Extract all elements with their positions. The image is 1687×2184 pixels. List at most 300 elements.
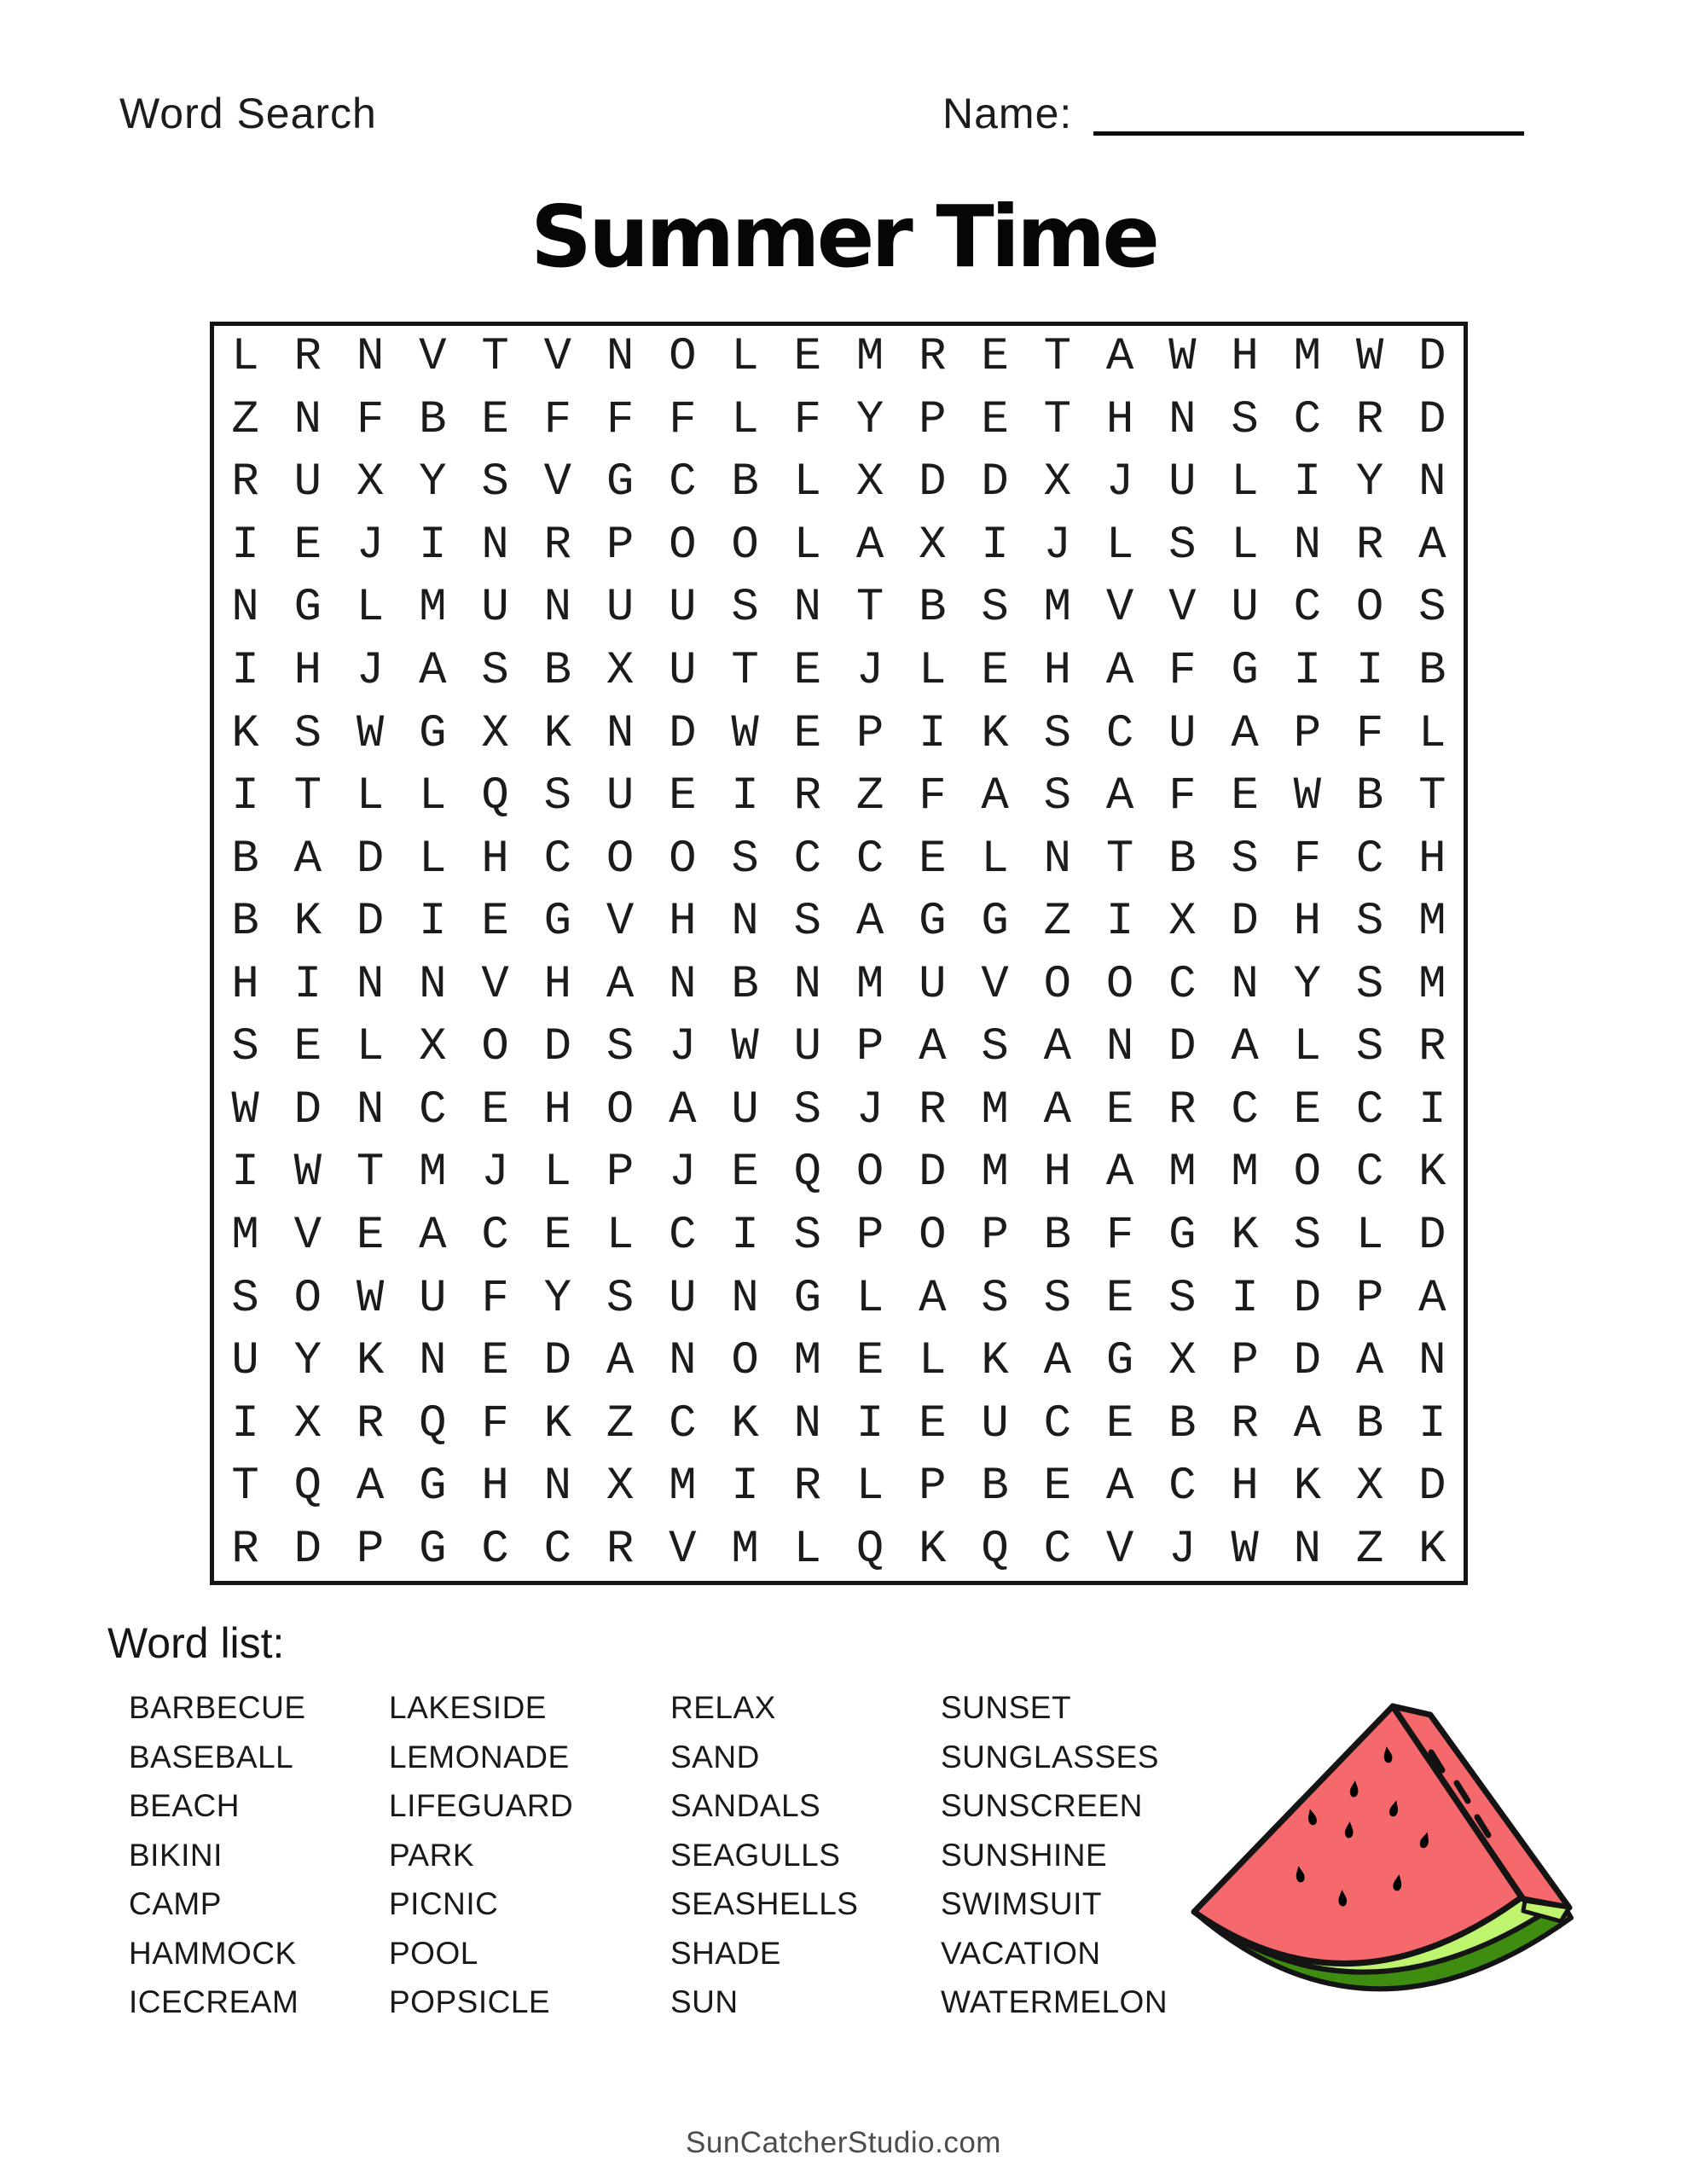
name-line (1093, 101, 1524, 136)
grid-cell: S (981, 1272, 1009, 1325)
grid-cell: E (919, 1397, 947, 1450)
grid-cell: I (1293, 456, 1322, 509)
grid-cell: M (1418, 896, 1446, 949)
grid-cell: Q (419, 1397, 447, 1450)
grid-cell: Y (1355, 456, 1384, 509)
word-list-label: Word list: (107, 1619, 285, 1667)
grid-cell: E (481, 1335, 509, 1388)
grid-cell: S (481, 456, 509, 509)
grid-cell: S (1043, 1272, 1072, 1325)
grid-cell: V (606, 896, 635, 949)
grid-cell: K (231, 707, 259, 760)
grid-cell: E (793, 331, 822, 384)
grid-cell: G (981, 896, 1009, 949)
grid-cell: U (606, 770, 635, 823)
grid-cell: P (1293, 707, 1322, 760)
grid-cell: O (731, 519, 759, 572)
grid-cell: K (543, 707, 572, 760)
grid-cell: A (1231, 1021, 1259, 1074)
grid-cell: Y (855, 393, 884, 446)
grid-cell: E (1043, 1461, 1072, 1513)
grid-cell: A (1105, 645, 1134, 698)
grid-cell: X (1168, 896, 1197, 949)
grid-cell: U (1231, 582, 1259, 635)
grid-cell: B (731, 958, 759, 1011)
word-item: CAMP (129, 1886, 222, 1921)
grid-cell: D (543, 1335, 572, 1388)
grid-cell: A (293, 833, 322, 886)
grid-cell: A (919, 1021, 947, 1074)
grid-cell: C (543, 1523, 572, 1576)
grid-cell: U (231, 1335, 259, 1388)
grid-cell: I (231, 1147, 259, 1199)
grid-cell: V (543, 331, 572, 384)
grid-cell: T (1043, 331, 1072, 384)
grid-cell: O (606, 1083, 635, 1136)
word-item: PICNIC (389, 1886, 499, 1921)
grid-cell: D (919, 456, 947, 509)
grid-cell: L (793, 519, 822, 572)
grid-cell: L (419, 833, 447, 886)
grid-cell: S (1168, 1272, 1197, 1325)
grid-cell: R (793, 1461, 822, 1513)
grid-cell: A (981, 770, 1009, 823)
page-type-label: Word Search (119, 90, 377, 137)
grid-cell: M (419, 1147, 447, 1199)
grid-cell: I (1231, 1272, 1259, 1325)
grid-cell: A (1105, 331, 1134, 384)
grid-cell: P (606, 1147, 635, 1199)
grid-cell: K (1418, 1523, 1446, 1576)
word-item: BIKINI (129, 1837, 223, 1873)
grid-cell: W (1168, 331, 1197, 384)
grid-cell: D (669, 707, 697, 760)
grid-cell: J (356, 519, 385, 572)
grid-cell: V (1168, 582, 1197, 635)
grid-cell: D (1293, 1272, 1322, 1325)
grid-cell: B (731, 456, 759, 509)
grid-cell: O (1043, 958, 1072, 1011)
grid-cell: S (1043, 707, 1072, 760)
grid-cell: N (356, 958, 385, 1011)
grid-cell: D (981, 456, 1009, 509)
grid-cell: L (1418, 707, 1446, 760)
grid-cell: S (1293, 1209, 1322, 1262)
grid-cell: D (356, 833, 385, 886)
grid-cell: H (1418, 833, 1446, 886)
grid-cell: L (1231, 519, 1259, 572)
word-item: SUNSCREEN (941, 1788, 1143, 1823)
grid-cell: W (231, 1083, 259, 1136)
grid-cell: U (606, 582, 635, 635)
grid-cell: T (731, 645, 759, 698)
grid-cell: S (1355, 958, 1384, 1011)
grid-cell: X (606, 1461, 635, 1513)
grid-cell: N (293, 393, 322, 446)
grid-cell: N (1293, 519, 1322, 572)
grid-cell: O (919, 1209, 947, 1262)
grid-cell: R (356, 1397, 385, 1450)
grid-cell: R (293, 331, 322, 384)
grid-cell: E (356, 1209, 385, 1262)
grid-cell: A (419, 1209, 447, 1262)
grid-cell: A (1231, 707, 1259, 760)
grid-cell: T (356, 1147, 385, 1199)
grid-cell: S (231, 1021, 259, 1074)
grid-cell: E (855, 1335, 884, 1388)
grid-cell: N (606, 707, 635, 760)
grid-cell: P (919, 1461, 947, 1513)
grid-cell: P (919, 393, 947, 446)
grid-cell: G (1105, 1335, 1134, 1388)
grid-cell: M (419, 582, 447, 635)
grid-cell: Y (543, 1272, 572, 1325)
grid-cell: O (669, 519, 697, 572)
word-item: SEASHELLS (670, 1886, 859, 1921)
grid-cell: I (981, 519, 1009, 572)
grid-cell: M (731, 1523, 759, 1576)
grid-cell: W (731, 707, 759, 760)
grid-cell: F (1105, 1209, 1134, 1262)
grid-cell: X (919, 519, 947, 572)
watermelon-slice-illustration (1184, 1696, 1586, 2013)
grid-cell: B (919, 582, 947, 635)
word-item: SANDALS (670, 1788, 821, 1823)
grid-cell: B (1355, 1397, 1384, 1450)
grid-cell: C (1355, 1147, 1384, 1199)
grid-cell: Z (1043, 896, 1072, 949)
grid-cell: F (1168, 770, 1197, 823)
grid-cell: L (919, 1335, 947, 1388)
grid-cell: N (1105, 1021, 1134, 1074)
grid-cell: N (1418, 456, 1446, 509)
grid-cell: N (731, 1272, 759, 1325)
grid-cell: M (1043, 582, 1072, 635)
grid-cell: Q (293, 1461, 322, 1513)
grid-cell: Q (793, 1147, 822, 1199)
grid-cell: J (669, 1147, 697, 1199)
grid-cell: V (543, 456, 572, 509)
grid-cell: R (606, 1523, 635, 1576)
grid-cell: W (293, 1147, 322, 1199)
grid-cell: S (481, 645, 509, 698)
grid-cell: F (793, 393, 822, 446)
grid-cell: E (981, 331, 1009, 384)
grid-cell: N (1418, 1335, 1446, 1388)
grid-cell: U (669, 645, 697, 698)
grid-cell: L (981, 833, 1009, 886)
grid-cell: T (1418, 770, 1446, 823)
grid-cell: X (1043, 456, 1072, 509)
grid-cell: C (1043, 1397, 1072, 1450)
grid-cell: S (543, 770, 572, 823)
grid-cell: E (731, 1147, 759, 1199)
grid-cell: X (419, 1021, 447, 1074)
grid-cell: N (793, 1397, 822, 1450)
grid-cell: N (356, 1083, 385, 1136)
grid-cell: N (793, 582, 822, 635)
grid-cell: Y (419, 456, 447, 509)
grid-cell: N (1168, 393, 1197, 446)
grid-cell: C (1231, 1083, 1259, 1136)
word-item: SHADE (670, 1935, 781, 1971)
grid-cell: D (1418, 331, 1446, 384)
grid-cell: X (606, 645, 635, 698)
grid-cell: L (1293, 1021, 1322, 1074)
grid-cell: A (1293, 1397, 1322, 1450)
grid-cell: U (981, 1397, 1009, 1450)
grid-cell: O (293, 1272, 322, 1325)
grid-cell: P (855, 1021, 884, 1074)
grid-cell: V (419, 331, 447, 384)
grid-cell: H (481, 833, 509, 886)
word-item: SUNSET (941, 1690, 1072, 1725)
grid-cell: V (981, 958, 1009, 1011)
grid-cell: D (1168, 1021, 1197, 1074)
grid-cell: S (731, 833, 759, 886)
grid-cell: C (1293, 582, 1322, 635)
grid-cell: F (481, 1397, 509, 1450)
grid-cell: H (481, 1461, 509, 1513)
grid-cell: R (543, 519, 572, 572)
grid-cell: E (1105, 1083, 1134, 1136)
grid-cell: H (293, 645, 322, 698)
grid-cell: L (543, 1147, 572, 1199)
grid-cell: M (855, 958, 884, 1011)
grid-cell: L (731, 331, 759, 384)
grid-cell: S (231, 1272, 259, 1325)
grid-cell: A (356, 1461, 385, 1513)
word-item: VACATION (941, 1935, 1101, 1971)
grid-cell: F (1293, 833, 1322, 886)
grid-cell: R (1355, 393, 1384, 446)
grid-cell: U (293, 456, 322, 509)
grid-cell: M (669, 1461, 697, 1513)
grid-cell: L (606, 1209, 635, 1262)
grid-cell: W (356, 707, 385, 760)
grid-cell: S (1231, 833, 1259, 886)
grid-cell: K (293, 896, 322, 949)
word-item: BARBECUE (129, 1690, 306, 1725)
grid-cell: H (543, 1083, 572, 1136)
grid-cell: N (419, 958, 447, 1011)
grid-cell: O (669, 833, 697, 886)
grid-cell: C (669, 456, 697, 509)
grid-cell: I (731, 1461, 759, 1513)
grid-cell: M (855, 331, 884, 384)
grid-cell: N (669, 958, 697, 1011)
word-list-column (129, 1683, 306, 2027)
word-item: ICECREAM (129, 1984, 299, 2019)
word-item: WATERMELON (941, 1984, 1168, 2019)
grid-cell: A (855, 896, 884, 949)
grid-cell: Z (231, 393, 259, 446)
grid-cell: G (419, 1461, 447, 1513)
grid-cell: U (793, 1021, 822, 1074)
grid-cell: V (669, 1523, 697, 1576)
grid-cell: I (731, 770, 759, 823)
grid-cell: A (1418, 1272, 1446, 1325)
grid-cell: B (231, 896, 259, 949)
grid-cell: E (669, 770, 697, 823)
grid-cell: O (1105, 958, 1134, 1011)
grid-cell: N (669, 1335, 697, 1388)
grid-cell: S (981, 582, 1009, 635)
grid-cell: J (481, 1147, 509, 1199)
grid-cell: C (481, 1209, 509, 1262)
grid-cell: F (1355, 707, 1384, 760)
grid-cell: D (293, 1083, 322, 1136)
grid-cell: R (1168, 1083, 1197, 1136)
grid-cell: B (419, 393, 447, 446)
grid-cell: T (855, 582, 884, 635)
grid-cell: S (793, 1209, 822, 1262)
grid-cell: E (793, 645, 822, 698)
grid-cell: H (1231, 1461, 1259, 1513)
grid-cell: H (1231, 331, 1259, 384)
grid-cell: E (543, 1209, 572, 1262)
grid-cell: L (356, 1021, 385, 1074)
grid-cell: P (1231, 1335, 1259, 1388)
grid-cell: U (481, 582, 509, 635)
grid-cell: E (1293, 1083, 1322, 1136)
word-item: SAND (670, 1739, 760, 1774)
grid-cell: L (919, 645, 947, 698)
grid-cell: K (356, 1335, 385, 1388)
grid-cell: D (356, 896, 385, 949)
word-item: SUNGLASSES (941, 1739, 1159, 1774)
grid-cell: C (1105, 707, 1134, 760)
grid-cell: D (1418, 1461, 1446, 1513)
grid-cell: S (793, 1083, 822, 1136)
grid-cell: G (919, 896, 947, 949)
grid-cell: B (981, 1461, 1009, 1513)
grid-cell: X (855, 456, 884, 509)
grid-cell: C (793, 833, 822, 886)
grid-cell: S (1043, 770, 1072, 823)
grid-cell: A (1105, 770, 1134, 823)
grid-cell: W (1355, 331, 1384, 384)
grid-cell: K (919, 1523, 947, 1576)
grid-cell: C (669, 1209, 697, 1262)
grid-cell: A (1105, 1461, 1134, 1513)
grid-cell: G (1168, 1209, 1197, 1262)
grid-cell: J (1168, 1523, 1197, 1576)
grid-cell: I (919, 707, 947, 760)
grid-cell: U (669, 582, 697, 635)
grid-cell: J (356, 645, 385, 698)
grid-cell: D (1418, 1209, 1446, 1262)
grid-cell: S (1418, 582, 1446, 635)
grid-cell: A (1355, 1335, 1384, 1388)
grid-cell: S (1168, 519, 1197, 572)
grid-cell: L (231, 331, 259, 384)
grid-cell: P (606, 519, 635, 572)
grid-cell: N (731, 896, 759, 949)
grid-cell: R (1418, 1021, 1446, 1074)
grid-cell: P (356, 1523, 385, 1576)
grid-cell: N (793, 958, 822, 1011)
grid-cell: K (981, 707, 1009, 760)
grid-cell: I (231, 519, 259, 572)
grid-cell: N (1293, 1523, 1322, 1576)
grid-cell: F (543, 393, 572, 446)
grid-cell: S (1231, 393, 1259, 446)
grid-cell: S (731, 582, 759, 635)
grid-cell: F (919, 770, 947, 823)
grid-cell: L (1105, 519, 1134, 572)
grid-cell: D (1293, 1335, 1322, 1388)
grid-cell: K (731, 1397, 759, 1450)
grid-cell: G (1231, 645, 1259, 698)
grid-cell: F (356, 393, 385, 446)
grid-cell: Z (855, 770, 884, 823)
grid-cell: S (793, 896, 822, 949)
grid-cell: I (1355, 645, 1384, 698)
grid-cell: R (1355, 519, 1384, 572)
grid-cell: R (231, 456, 259, 509)
grid-cell: U (1168, 707, 1197, 760)
grid-cell: Q (981, 1523, 1009, 1576)
grid-cell: A (419, 645, 447, 698)
word-list-column (389, 1683, 573, 2027)
grid-cell: L (356, 770, 385, 823)
grid-cell: I (1418, 1083, 1446, 1136)
grid-cell: Q (481, 770, 509, 823)
word-item: BEACH (129, 1788, 240, 1823)
word-list-column (670, 1683, 858, 2027)
grid-cell: M (231, 1209, 259, 1262)
grid-cell: C (1355, 1083, 1384, 1136)
grid-cell: I (855, 1397, 884, 1450)
grid-cell: J (855, 645, 884, 698)
grid-cell: M (1168, 1147, 1197, 1199)
grid-cell: B (1168, 1397, 1197, 1450)
word-item: SEAGULLS (670, 1837, 841, 1873)
grid-cell: M (981, 1083, 1009, 1136)
word-item: LIFEGUARD (389, 1788, 574, 1823)
grid-cell: O (669, 331, 697, 384)
grid-cell: I (419, 519, 447, 572)
grid-cell: A (1043, 1083, 1072, 1136)
word-item: SUNSHINE (941, 1837, 1108, 1873)
grid-cell: J (1043, 519, 1072, 572)
grid-cell: A (606, 958, 635, 1011)
grid-cell: L (419, 770, 447, 823)
grid-cell: E (481, 393, 509, 446)
grid-cell: K (1231, 1209, 1259, 1262)
grid-cell: E (793, 707, 822, 760)
grid-cell: S (1355, 1021, 1384, 1074)
grid-cell: I (419, 896, 447, 949)
grid-cell: J (1105, 456, 1134, 509)
grid-cell: B (543, 645, 572, 698)
grid-cell: C (1043, 1523, 1072, 1576)
grid-cell: N (356, 331, 385, 384)
grid-cell: C (1168, 1461, 1197, 1513)
grid-cell: F (481, 1272, 509, 1325)
grid-cell: C (481, 1523, 509, 1576)
grid-cell: N (543, 1461, 572, 1513)
grid-cell: L (356, 582, 385, 635)
grid-cell: O (731, 1335, 759, 1388)
grid-cell: I (293, 958, 322, 1011)
grid-cell: G (419, 1523, 447, 1576)
grid-cell: U (669, 1272, 697, 1325)
grid-cell: B (231, 833, 259, 886)
grid-cell: H (231, 958, 259, 1011)
grid-cell: Q (855, 1523, 884, 1576)
